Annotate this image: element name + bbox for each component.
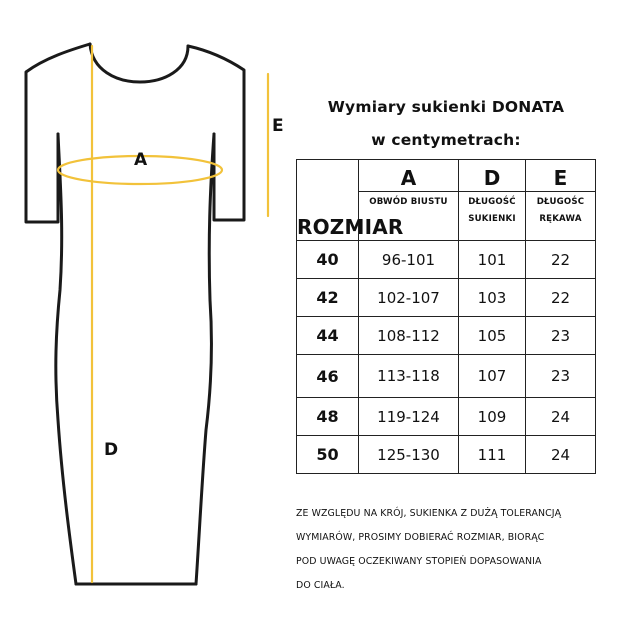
size-cell: 46 — [297, 355, 359, 398]
size-cell: 48 — [297, 398, 359, 436]
letter-d-header: D — [459, 160, 526, 192]
bust-cell: 113-118 — [359, 355, 459, 398]
length-cell: 109 — [459, 398, 526, 436]
letter-e-header: E — [526, 160, 596, 192]
note-line: POD UWAGĘ OCZEKIWANY STOPIEŃ DOPASOWANIA — [296, 556, 542, 567]
sleeve-cell: 22 — [526, 279, 596, 317]
bust-cell: 96-101 — [359, 241, 459, 279]
sleeve-cell: 23 — [526, 317, 596, 355]
size-cell: 40 — [297, 241, 359, 279]
table-row — [297, 436, 596, 474]
note-line: WYMIARÓW, PROSIMY DOBIERAĆ ROZMIAR, BIORĄC — [296, 532, 545, 543]
dress-sketch — [0, 0, 290, 600]
note-line: ZE WZGLĘDU NA KRÓJ, SUKIENKA Z DUŻĄ TOLERANCJĄ — [296, 508, 562, 519]
length-cell: 103 — [459, 279, 526, 317]
dress-right-sleeve — [188, 46, 244, 220]
length-cell: 107 — [459, 355, 526, 398]
length-cell: 101 — [459, 241, 526, 279]
table-row — [297, 317, 596, 355]
size-column-header: ROZMIAR — [297, 160, 359, 241]
size-cell: 44 — [297, 317, 359, 355]
bust-cell: 119-124 — [359, 398, 459, 436]
measure-label-a: A — [134, 150, 148, 170]
bust-cell: 108-112 — [359, 317, 459, 355]
length-column-header: DŁUGOŚĆ SUKIENKI — [459, 192, 526, 241]
dress-right-side — [196, 134, 214, 584]
bust-cell: 102-107 — [359, 279, 459, 317]
table-row — [297, 241, 596, 279]
size-cell: 42 — [297, 279, 359, 317]
chart-subtitle: w centymetrach: — [371, 131, 521, 149]
dress-neckline — [90, 44, 188, 82]
measure-label-d: D — [104, 440, 119, 460]
chart-title: Wymiary sukienki DONATA — [327, 98, 565, 116]
sleeve-cell: 24 — [526, 436, 596, 474]
note-line: DO CIAŁA. — [296, 580, 345, 591]
size-cell: 50 — [297, 436, 359, 474]
sleeve-cell: 23 — [526, 355, 596, 398]
table-row — [297, 398, 596, 436]
sleeve-cell: 24 — [526, 398, 596, 436]
bust-cell: 125-130 — [359, 436, 459, 474]
sleeve-column-header: DŁUGOŚC RĘKAWA — [526, 192, 596, 241]
sleeve-cell: 22 — [526, 241, 596, 279]
length-cell: 105 — [459, 317, 526, 355]
table-row — [297, 355, 596, 398]
bust-column-header: OBWÓD BIUSTU — [359, 192, 459, 241]
fit-note — [296, 502, 596, 598]
table-row — [297, 279, 596, 317]
measure-label-e: E — [272, 116, 284, 136]
length-cell: 111 — [459, 436, 526, 474]
letter-a-header: A — [359, 160, 459, 192]
size-table — [296, 159, 596, 474]
